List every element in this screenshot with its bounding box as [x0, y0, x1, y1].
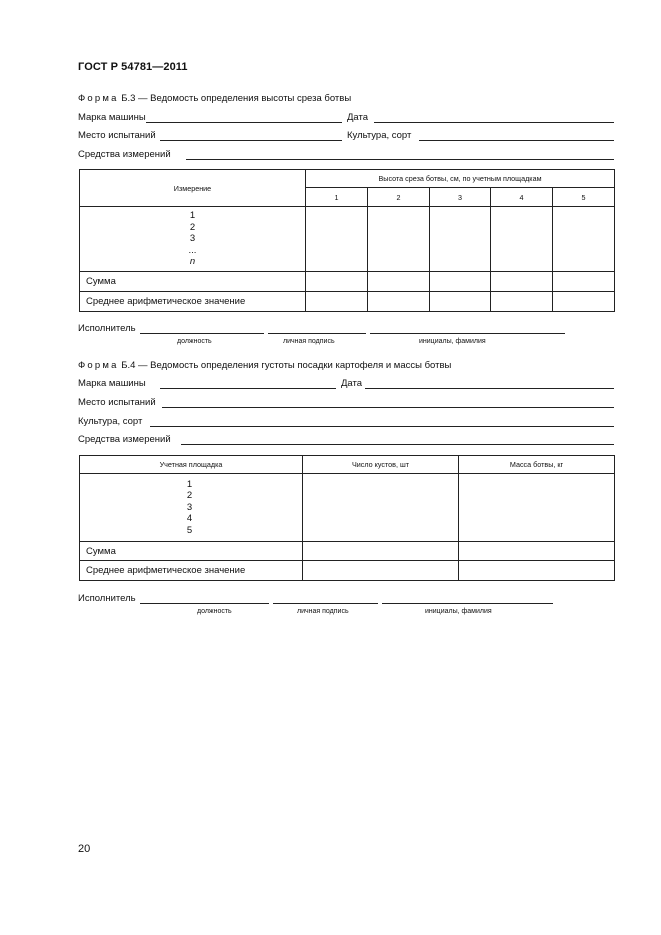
b3-cell[interactable] — [491, 292, 553, 312]
b4-mean-label: Среднее арифметическое значение — [80, 561, 303, 581]
b4-tools-label: Средства измерений — [78, 434, 171, 445]
b3-tools-field[interactable] — [186, 159, 614, 160]
b4-cell[interactable] — [303, 474, 459, 542]
b4-cell[interactable] — [459, 542, 615, 561]
b3-executor-position-field[interactable] — [140, 333, 264, 334]
document-code: ГОСТ Р 54781—2011 — [78, 61, 188, 73]
b4-mean-row — [80, 561, 615, 581]
b3-row-label: 3 — [189, 233, 196, 245]
b4-row-label: 5 — [186, 524, 193, 536]
b4-col-mass: Масса ботвы, кг — [459, 456, 615, 474]
b4-row-label: 4 — [186, 513, 193, 525]
b3-date-field[interactable] — [374, 122, 614, 123]
b4-date-label: Дата — [341, 378, 363, 389]
b3-crop-field[interactable] — [419, 140, 614, 141]
b3-executor-signature-caption: личная подпись — [283, 338, 335, 345]
b4-executor-position-caption: должность — [197, 608, 232, 615]
b4-plot-rows — [80, 474, 615, 542]
b4-date-field[interactable] — [365, 388, 614, 389]
b3-executor-initials-caption: инициалы, фамилия — [419, 338, 486, 345]
b3-cell[interactable] — [368, 292, 430, 312]
b3-cell[interactable] — [553, 272, 615, 292]
b3-cell[interactable] — [430, 207, 491, 272]
b4-executor-signature-caption: личная подпись — [297, 608, 349, 615]
b3-cell[interactable] — [491, 207, 553, 272]
b3-executor-signature-field[interactable] — [268, 333, 366, 334]
b3-plot-5: 5 — [553, 188, 615, 207]
b3-measure-list — [80, 207, 306, 272]
b4-place-field[interactable] — [162, 407, 614, 408]
b4-tools-field[interactable] — [181, 444, 614, 445]
b3-place-field[interactable] — [160, 140, 342, 141]
b3-sum-row — [80, 272, 615, 292]
b3-place-label: Место испытаний — [78, 130, 156, 141]
b3-machine-label: Марка машины — [78, 112, 146, 123]
b3-plot-4: 4 — [491, 188, 553, 207]
b3-cell[interactable] — [368, 272, 430, 292]
b4-crop-label: Культура, сорт — [78, 416, 143, 427]
form-b4-caption — [78, 360, 451, 371]
b4-cell[interactable] — [303, 542, 459, 561]
b3-executor-label: Исполнитель — [78, 323, 136, 334]
form-b4-table — [79, 455, 615, 581]
b3-measure-rows — [80, 207, 615, 272]
b4-plot-list — [80, 474, 303, 542]
form-b3-table — [79, 169, 615, 312]
b3-executor-initials-field[interactable] — [370, 333, 565, 334]
b4-sum-label: Сумма — [80, 542, 303, 561]
form-b3-caption-text: Б.3 — Ведомость определения высоты среза ботвы — [121, 93, 352, 104]
b3-executor-position-caption: должность — [177, 338, 212, 345]
b3-row-label: 1 — [189, 210, 196, 222]
b3-machine-field[interactable] — [146, 122, 342, 123]
b4-row-label: 1 — [186, 478, 193, 490]
b4-executor-label: Исполнитель — [78, 593, 136, 604]
b3-col-measure: Измерение — [80, 170, 306, 207]
b3-cell[interactable] — [553, 292, 615, 312]
b4-row-label: 3 — [186, 501, 193, 513]
b4-sum-row — [80, 542, 615, 561]
b3-mean-label: Среднее арифметическое значение — [80, 292, 306, 312]
b4-col-plot: Учетная площадка — [80, 456, 303, 474]
b3-col-group: Высота среза ботвы, см, по учетным площадкам — [306, 170, 615, 188]
b4-place-label: Место испытаний — [78, 397, 156, 408]
b4-machine-field[interactable] — [160, 388, 336, 389]
form-b4-caption-text: Б.4 — Ведомость определения густоты посадки картофеля и массы ботвы — [121, 360, 452, 371]
b4-cell[interactable] — [303, 561, 459, 581]
b4-machine-label: Марка машины — [78, 378, 146, 389]
b4-cell[interactable] — [459, 474, 615, 542]
b4-executor-initials-field[interactable] — [382, 603, 553, 604]
b3-row-label: 2 — [189, 221, 196, 233]
b3-cell[interactable] — [306, 207, 368, 272]
b3-row-label: n — [189, 256, 196, 268]
b4-crop-field[interactable] — [150, 426, 614, 427]
b3-plot-3: 3 — [430, 188, 491, 207]
b3-cell[interactable] — [430, 272, 491, 292]
b3-sum-label: Сумма — [80, 272, 306, 292]
b3-date-label: Дата — [347, 112, 369, 123]
b3-crop-label: Культура, сорт — [347, 130, 412, 141]
b3-cell[interactable] — [306, 292, 368, 312]
b3-cell[interactable] — [491, 272, 553, 292]
form-b3-caption — [78, 93, 351, 104]
b3-cell[interactable] — [306, 272, 368, 292]
b4-col-bushes: Число кустов, шт — [303, 456, 459, 474]
b3-row-label: ... — [188, 244, 197, 256]
b3-cell[interactable] — [430, 292, 491, 312]
b3-plot-2: 2 — [368, 188, 430, 207]
b3-mean-row — [80, 292, 615, 312]
b3-cell[interactable] — [553, 207, 615, 272]
b3-cell[interactable] — [368, 207, 430, 272]
page-number: 20 — [78, 843, 91, 855]
form-b4-caption-word: Форма — [78, 360, 119, 371]
b4-cell[interactable] — [459, 561, 615, 581]
b4-executor-position-field[interactable] — [140, 603, 269, 604]
b4-row-label: 2 — [186, 490, 193, 502]
b3-plot-1: 1 — [306, 188, 368, 207]
form-b3-caption-word: Форма — [78, 93, 119, 104]
b4-executor-signature-field[interactable] — [273, 603, 378, 604]
b4-executor-initials-caption: инициалы, фамилия — [425, 608, 492, 615]
b3-tools-label: Средства измерений — [78, 149, 171, 160]
